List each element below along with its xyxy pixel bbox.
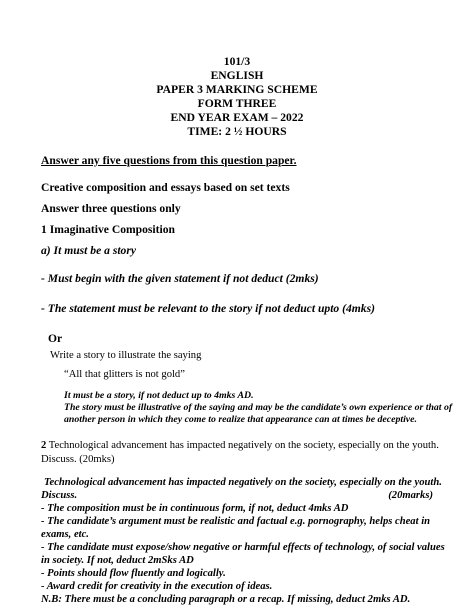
exam-title: END YEAR EXAM – 2022	[170, 111, 304, 124]
section-instruction: Answer three questions only	[41, 202, 181, 215]
q2-question-text: Technological advancement has impacted negatively on the society, especially on the youth.	[48, 440, 439, 451]
q1-saying: “All that glitters is not gold”	[64, 369, 185, 380]
q2-scheme-line-discuss	[41, 491, 433, 502]
q2-question-line	[41, 441, 439, 452]
section-title: Creative composition and essays based on set texts	[41, 181, 290, 194]
q2-scheme-line: N.B: There must be a concluding paragraph or a recap. If missing, deduct 2mks AD.	[41, 594, 411, 605]
q2-scheme-line: - The candidate must expose/show negative or harmful effects of technology, of social values	[41, 542, 445, 553]
general-instruction: Answer any five questions from this question paper.	[41, 154, 297, 167]
paper-code: 101/3	[223, 55, 251, 68]
q2-scheme-line: - Points should flow fluently and logically.	[41, 568, 226, 579]
time-allowed: TIME: 2 ½ HOURS	[187, 125, 287, 138]
q1-note-line: another person in which they come to realize that appearance can at times be deceptive.	[64, 414, 417, 425]
q1-point-c: - The statement must be relevant to the story if not deduct upto (4mks)	[41, 302, 375, 315]
form-title: FORM THREE	[197, 97, 277, 110]
q1-note-line: The story must be illustrative of the saying and may be the candidate’s own experience or that of	[64, 402, 453, 413]
q2-scheme-line: - Award credit for creativity in the execution of ideas.	[41, 581, 273, 592]
q2-question-line-2: Discuss. (20mks)	[41, 454, 115, 465]
q1-point-b: - Must begin with the given statement if not deduct (2mks)	[41, 272, 319, 285]
q2-scheme-line: - The candidate’s argument must be realistic and factual e.g. pornography, helps cheat in	[41, 516, 431, 527]
q2-number: 2	[41, 440, 47, 451]
or-label: Or	[48, 332, 63, 345]
paper-title: PAPER 3 MARKING SCHEME	[156, 83, 318, 96]
q2-discuss-label: Discuss.	[41, 490, 78, 501]
q2-scheme-line: Technological advancement has impacted negatively on the society, especially on the youth.	[44, 477, 442, 488]
q1-note-line: It must be a story, if not deduct up to 4mks AD.	[64, 390, 254, 401]
q1-point-a: a) It must be a story	[41, 244, 137, 257]
q2-scheme-line: in society. If not, deduct 2mSks AD	[41, 555, 194, 566]
q2-marks-label: (20marks)	[388, 490, 433, 501]
q2-scheme-line: exams, etc.	[41, 529, 89, 540]
q2-scheme-line: - The composition must be in continuous form, if not, deduct 4mks AD	[41, 503, 349, 514]
q1-title: 1 Imaginative Composition	[41, 223, 175, 236]
subject-title: ENGLISH	[210, 69, 264, 82]
q1-prompt: Write a story to illustrate the saying	[50, 350, 202, 361]
